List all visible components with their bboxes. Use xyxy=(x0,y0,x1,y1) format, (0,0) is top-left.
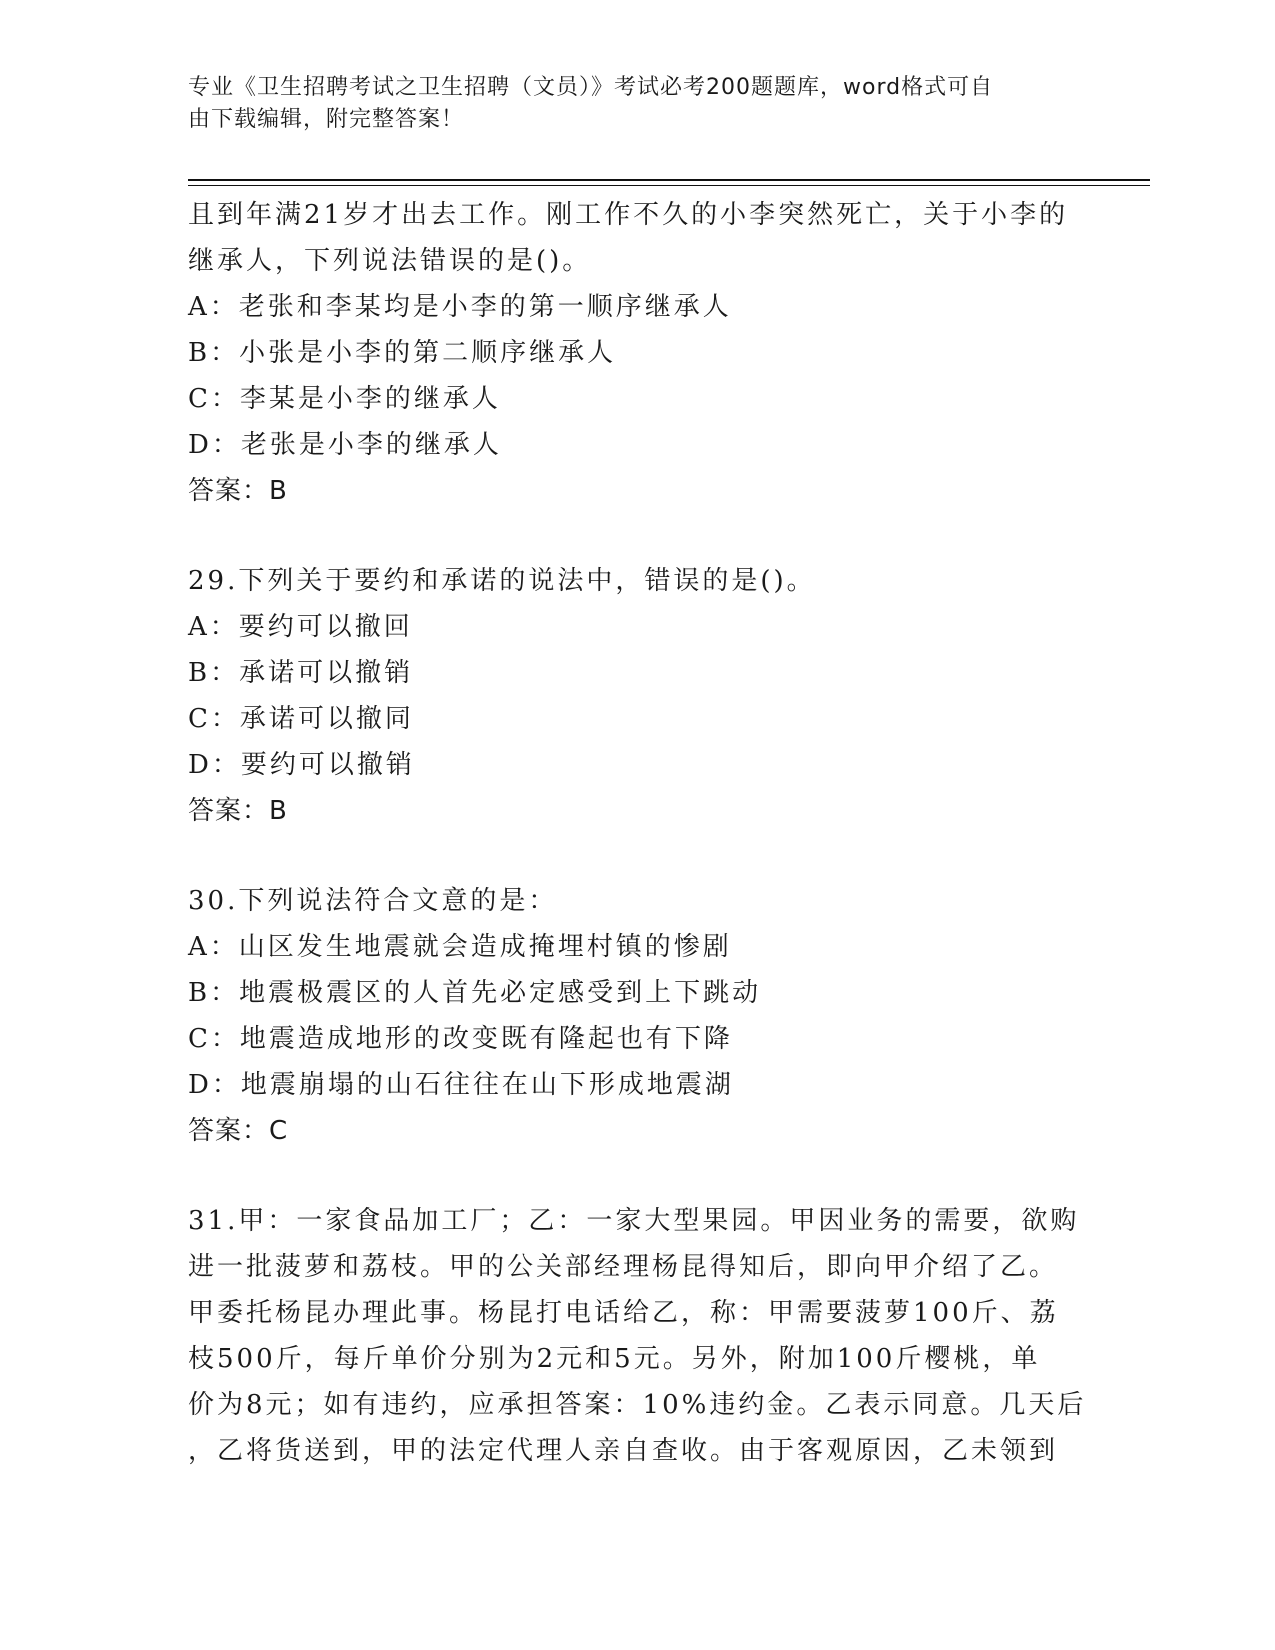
document-header xyxy=(188,72,1088,136)
header-line-1: 专业《卫生招聘考试之卫生招聘（文员）》考试必考200题题库，word格式可自 xyxy=(188,75,994,100)
option-b: B：地震极震区的人首先必定感受到上下跳动 xyxy=(188,978,762,1008)
document-body xyxy=(188,192,1088,1474)
question-29 xyxy=(188,558,1088,834)
question-31 xyxy=(188,1198,1088,1474)
question-28 xyxy=(188,192,1088,514)
question-30 xyxy=(188,878,1088,1154)
option-c: C：李某是小李的继承人 xyxy=(188,384,501,414)
answer: 答案：C xyxy=(188,1116,289,1146)
header-line-2: 由下载编辑，附完整答案！ xyxy=(188,107,465,132)
option-d: D：地震崩塌的山石往往在山下形成地震湖 xyxy=(188,1070,734,1100)
option-c: C：地震造成地形的改变既有隆起也有下降 xyxy=(188,1024,733,1054)
answer: 答案：B xyxy=(188,476,288,506)
spacer xyxy=(188,514,1088,558)
option-a: A：要约可以撤回 xyxy=(188,612,413,642)
question-text: 价为8元；如有违约，应承担答案：10%违约金。乙表示同意。几天后 xyxy=(188,1390,1087,1420)
answer: 答案：B xyxy=(188,796,288,826)
question-text: 枝500斤，每斤单价分别为2元和5元。另外，附加100斤樱桃，单 xyxy=(188,1344,1041,1374)
question-text: ，乙将货送到，甲的法定代理人亲自查收。由于客观原因，乙未领到 xyxy=(188,1436,1059,1466)
header-rule-thick xyxy=(188,179,1150,181)
question-text: 31.甲：一家食品加工厂；乙：一家大型果园。甲因业务的需要，欲购 xyxy=(188,1206,1080,1236)
header-rule-thin xyxy=(188,185,1150,186)
question-text: 且到年满21岁才出去工作。刚工作不久的小李突然死亡，关于小李的 xyxy=(188,200,1069,230)
option-b: B：小张是小李的第二顺序继承人 xyxy=(188,338,617,368)
question-text: 29.下列关于要约和承诺的说法中，错误的是()。 xyxy=(188,566,816,596)
option-d: D：老张是小李的继承人 xyxy=(188,430,502,460)
question-text: 30.下列说法符合文意的是： xyxy=(188,886,558,916)
question-text: 甲委托杨昆办理此事。杨昆打电话给乙，称：甲需要菠萝100斤、荔 xyxy=(188,1298,1059,1328)
option-a: A：山区发生地震就会造成掩埋村镇的惨剧 xyxy=(188,932,732,962)
spacer xyxy=(188,834,1088,878)
option-d: D：要约可以撤销 xyxy=(188,750,415,780)
question-text: 继承人，下列说法错误的是()。 xyxy=(188,246,592,276)
question-text: 进一批菠萝和荔枝。甲的公关部经理杨昆得知后，即向甲介绍了乙。 xyxy=(188,1252,1059,1282)
option-c: C：承诺可以撤同 xyxy=(188,704,414,734)
option-a: A：老张和李某均是小李的第一顺序继承人 xyxy=(188,292,732,322)
spacer xyxy=(188,1154,1088,1198)
option-b: B：承诺可以撤销 xyxy=(188,658,414,688)
